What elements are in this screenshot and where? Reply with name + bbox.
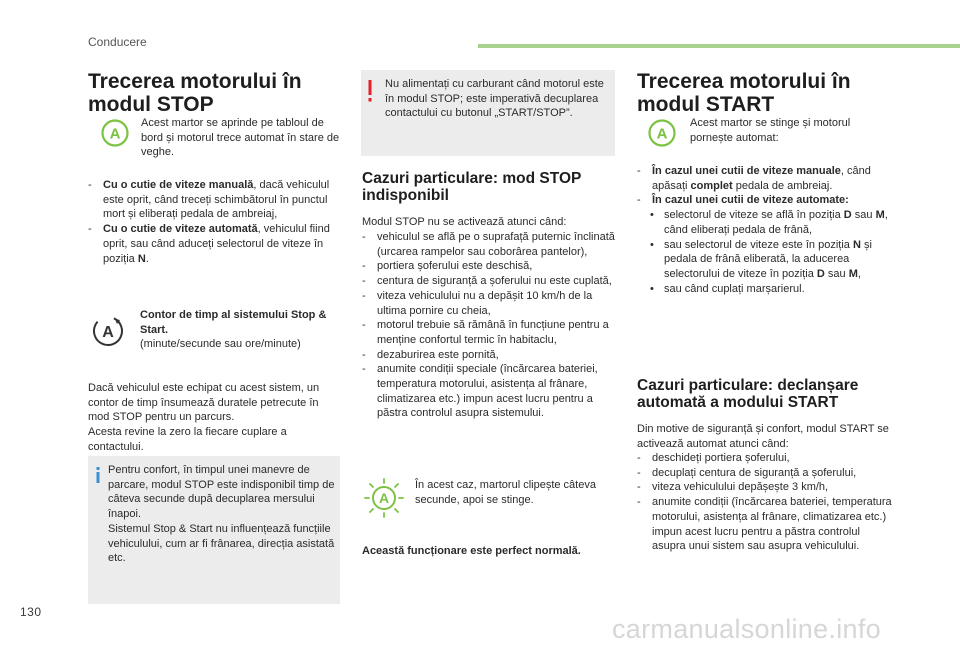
svg-text:A: A	[378, 490, 390, 506]
list-item: - motorul trebuie să rămână în funcțiune pentru a menține confortul termic în habitaclu,	[362, 319, 609, 346]
stop-start-counter-icon	[91, 314, 125, 348]
blink-text: În acest caz, martorul clipește câteva secunde, apoi se stinge.	[415, 479, 596, 506]
list-item: - viteza vehiculului nu a depășit 10 km/h de la ultima pornire cu cheia,	[362, 289, 593, 317]
auto-start-intro: Din motive de siguranță și confort, modul START se activează automat atunci când:	[637, 423, 889, 450]
list-item: - anumite condiții (încărcarea bateriei, temperatura motorului, asistența al frânare, climatizarea etc.) impun acest lucru pentru a păstra controlul asupra unui sistem sau asupra vehiculului.	[637, 496, 892, 553]
list-item: - În cazul unei cutii de viteze manuale, când apăsați complet pedala de ambreiaj.	[637, 165, 871, 192]
watermark: carmanualsonline.info	[612, 614, 881, 644]
list-item: - deschideți portiera șoferului,	[637, 452, 790, 464]
list-subitem: • sau selectorul de viteze este în poziția N și pedala de frână eliberată, la aducerea selectorului de viteze în poziția D sau M,	[650, 238, 872, 280]
stop-start-indicator-icon	[100, 118, 130, 148]
stop-unavailable-list	[362, 230, 618, 421]
auto-start-list	[637, 451, 895, 554]
start-indicator-text: Acest martor se stinge și motorul pornește automat:	[690, 117, 851, 144]
list-item: - viteza vehiculului depășește 3 km/h,	[637, 481, 829, 494]
counter-description: Contor de timp al sistemului Stop & Start. (minute/secunde sau ore/minute)	[140, 309, 327, 351]
page-title-start: Trecerea motorului în modul START	[637, 70, 851, 116]
blinking-indicator-icon	[364, 478, 404, 518]
section-heading-stop-unavailable: Cazuri particulare: mod STOP indisponibil	[362, 170, 582, 204]
svg-text:A: A	[102, 324, 114, 341]
list-item: - anumite condiții speciale (încărcarea bateriei, temperatura motorului, asistența al frânare, climatizarea etc.) impun acest lucru pentru a păstra controlul asupra sistemului.	[362, 363, 598, 420]
list-subitem: • sau când cuplați marșarierul.	[650, 282, 805, 295]
list-item: - decuplați centura de siguranță a șoferului,	[637, 466, 857, 479]
list-item: - vehiculul se află pe o suprafață puternic înclinată (urcarea rampelor sau coborârea pantelor),	[362, 231, 615, 258]
warning-text: Nu alimentați cu carburant când motorul este în modul STOP; este imperativă decuplarea contactului cu butonul „START/STOP”.	[385, 78, 604, 120]
normal-operation-text: Această funcționare este perfect normală.	[362, 545, 581, 557]
list-item: - Cu o cutie de viteze manuală, dacă vehiculul este oprit, când treceți schimbătorul în punctul mort și eliberați pedala de ambreiaj,	[88, 179, 330, 221]
list-item: - centura de siguranță a șoferului nu este cuplată,	[362, 275, 612, 288]
svg-text:A: A	[656, 125, 668, 143]
section-title: Conducere	[88, 35, 147, 49]
page-title-stop: Trecerea motorului în modul STOP	[88, 70, 302, 116]
stop-indicator-text: Acest martor se aprinde pe tabloul de bord și motorul trece automat în stare de veghe.	[141, 117, 340, 159]
stop-start-indicator-icon	[647, 118, 677, 148]
start-conditions-list	[637, 164, 897, 296]
info-text: Pentru confort, în timpul unei manevre de parcare, modul STOP este indisponibil timp de câteva secunde după decuplarea mersului înapoi. Sistemul Stop & Start nu influențează funcțiile vehiculului, cum ar fi frânarea, direcția asistată etc.	[108, 464, 335, 565]
counter-paragraph: Dacă vehiculul este echipat cu acest sistem, un contor de timp însumează duratele petrecute în mod STOP pentru un parcurs. Acesta revine la zero la fiecare cuplare a contactului.	[88, 382, 320, 453]
info-icon	[95, 467, 101, 483]
list-item: - Cu o cutie de viteze automată, vehiculul fiind oprit, sau când aduceți selectorul de viteze în poziția N.	[88, 223, 330, 265]
list-item: - portiera șoferului este deschisă,	[362, 260, 533, 273]
list-subitem: • selectorul de viteze se află în poziția D sau M, când eliberați pedala de frână,	[650, 209, 888, 236]
page-number: 130	[20, 605, 42, 619]
svg-text:A: A	[109, 125, 121, 143]
list-item: - dezaburirea este pornită,	[362, 348, 499, 361]
stop-conditions-list	[88, 178, 338, 266]
warning-exclamation-icon	[367, 80, 373, 102]
list-item: - În cazul unei cutii de viteze automate:	[637, 194, 849, 207]
header-accent-bar	[478, 44, 960, 48]
stop-unavailable-intro: Modul STOP nu se activează atunci când:	[362, 216, 567, 228]
section-heading-auto-start: Cazuri particulare: declanșare automată a modului START	[637, 377, 859, 411]
